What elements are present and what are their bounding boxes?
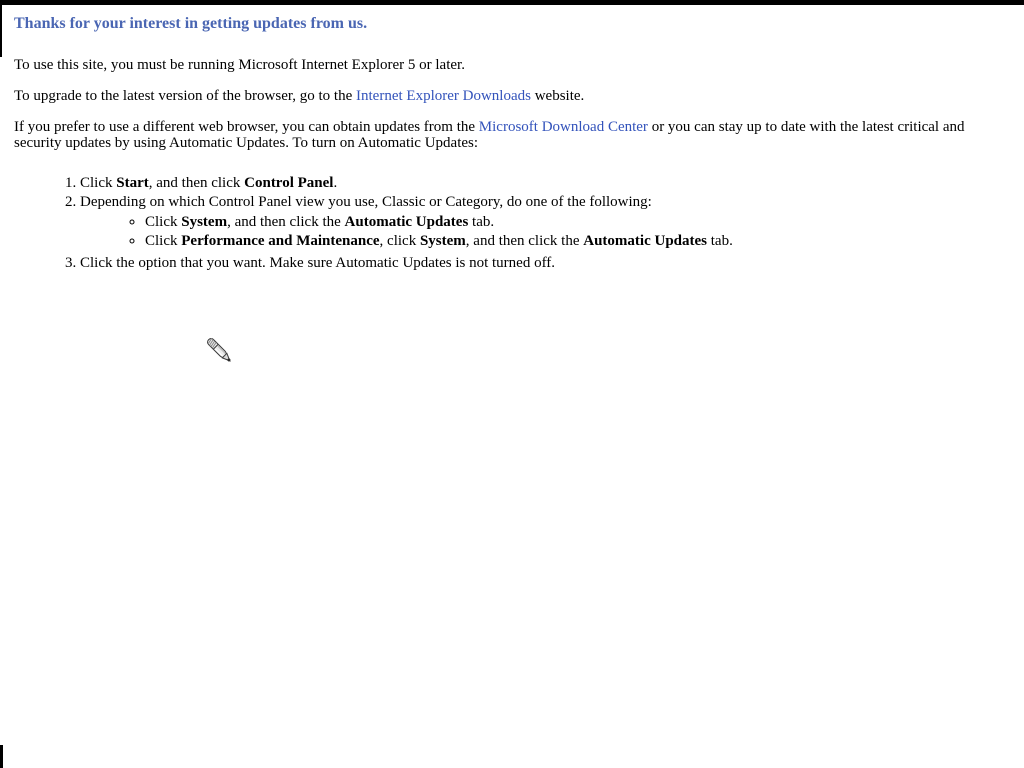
bold-text: Automatic Updates xyxy=(583,233,707,250)
text-run: To use this site, you must be running Microsoft Internet Explorer 5 or later. xyxy=(14,57,465,74)
paragraph-upgrade-browser xyxy=(14,88,1010,104)
text-run: If you prefer to use a different web browser, you can obtain updates from the xyxy=(14,119,479,136)
text-run: Click xyxy=(80,175,117,192)
bold-text: Performance and Maintenance xyxy=(181,233,380,250)
text-run: , click xyxy=(379,233,420,250)
substeps-list xyxy=(80,213,1010,251)
text-run: Click xyxy=(145,214,182,231)
page-content xyxy=(0,5,1024,273)
text-run: Click the option that you want. Make sure Automatic Updates is not turned off. xyxy=(80,255,556,272)
text-run: or you can stay up to date with the latest critical and security updates by using Automatic Updates. To turn on Automatic Updates: xyxy=(14,119,965,152)
text-run: tab. xyxy=(707,233,733,250)
step-item-3 xyxy=(80,254,1010,273)
step-item-1 xyxy=(80,174,1010,193)
instruction-steps-list xyxy=(14,174,1010,273)
text-run: To upgrade to the latest version of the browser, go to the xyxy=(14,88,357,105)
text-run: , and then click the xyxy=(465,233,584,250)
text-run: . xyxy=(333,175,338,192)
step-item-2-text xyxy=(80,194,652,210)
text-run: tab. xyxy=(468,214,495,231)
bottom-left-edge-bar xyxy=(0,745,3,768)
paragraph-ie-requirement xyxy=(14,57,1010,73)
bold-text: System xyxy=(181,214,228,231)
text-run: , and then click the xyxy=(227,214,345,231)
pen-cursor-icon xyxy=(201,332,239,370)
step-item-2 xyxy=(80,193,1010,251)
substep-item-2 xyxy=(145,232,1010,251)
bold-text: Automatic Updates xyxy=(344,214,469,231)
bold-text: Start xyxy=(116,175,149,192)
bold-text: Control Panel xyxy=(244,175,334,192)
paragraph-other-browser xyxy=(14,119,1010,151)
text-run: website. xyxy=(530,88,585,105)
text-run: Depending on which Control Panel view you use, Classic or Category, do one of the following: xyxy=(80,194,652,211)
bold-text: System xyxy=(419,233,466,250)
page-title: Thanks for your interest in getting updates from us. xyxy=(14,15,368,32)
substep-item-1 xyxy=(145,213,1010,232)
inline-link[interactable]: Microsoft Download Center xyxy=(478,119,648,136)
inline-link[interactable]: Internet Explorer Downloads xyxy=(356,88,531,105)
text-run: Click xyxy=(145,233,182,250)
text-run: , and then click xyxy=(148,175,245,192)
